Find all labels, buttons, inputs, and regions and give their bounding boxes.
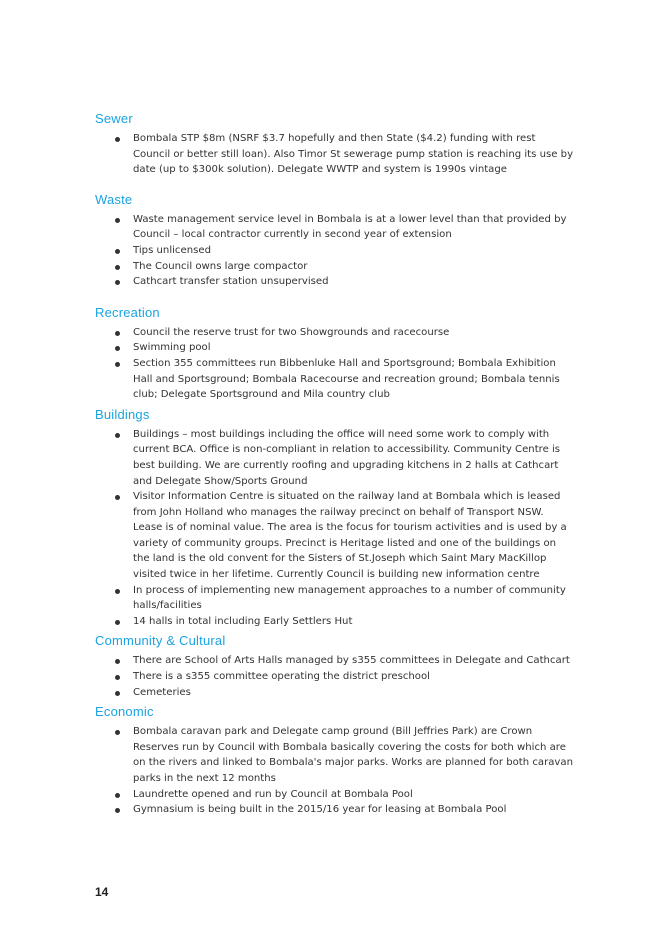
bullet-icon xyxy=(115,433,120,438)
page-number: 14 xyxy=(95,885,109,899)
section-heading: Sewer xyxy=(95,111,133,126)
list-item-text: 14 halls in total including Early Settlers Hut xyxy=(133,615,353,627)
list-item xyxy=(95,669,575,685)
section-recreation xyxy=(95,305,575,403)
section-waste xyxy=(95,192,575,290)
list-item xyxy=(95,614,575,630)
bullet-icon xyxy=(115,793,120,798)
bullet-list xyxy=(95,212,575,290)
list-item-text: Visitor Information Centre is situated on the railway land at Bombala which is leased from John Holland who manages the railway precinct on behalf of Transport NSW. Lease is of nominal value. The area is the focus for tourism activities and is used by a variety of community groups. Precinct is Heritage listed and one of the buildings on the land is the old convent for the Sisters of St.Joseph which Saint Mary MacKillop visited twice in her lifetime. Currently Council is building new information centre xyxy=(133,491,567,581)
section-heading: Waste xyxy=(95,191,133,207)
list-item xyxy=(95,685,575,701)
bullet-list xyxy=(95,325,575,403)
bullet-icon xyxy=(115,620,120,625)
list-item-text: Section 355 committees run Bibbenluke Hall and Sportsground; Bombala Exhibition Hall and Sportsground; Bombala Racecourse and recreation ground; Bombala tennis club; Delegate Sportsground and Mila country club xyxy=(133,357,560,401)
bullet-icon xyxy=(115,137,120,142)
bullet-icon xyxy=(115,808,120,813)
bullet-list xyxy=(95,131,575,178)
list-item-text: Laundrette opened and run by Council at Bombala Pool xyxy=(133,788,413,800)
section-heading: Community & Cultural xyxy=(95,633,226,649)
bullet-list xyxy=(95,724,575,818)
list-item xyxy=(95,724,575,786)
bullet-icon xyxy=(115,249,120,254)
bullet-icon xyxy=(115,218,120,223)
bullet-icon xyxy=(115,280,120,285)
section-economic xyxy=(95,704,575,818)
list-item-text: Cathcart transfer station unsupervised xyxy=(133,276,329,288)
bullet-icon xyxy=(115,331,120,336)
section-heading: Recreation xyxy=(95,304,160,320)
section-sewer xyxy=(95,111,575,178)
bullet-list xyxy=(95,653,575,700)
bullet-icon xyxy=(115,730,120,735)
list-item-text: Waste management service level in Bombala is at a lower level than that provided by Council – local contractor currently in second year of extension xyxy=(133,213,567,241)
list-item-text: Gymnasium is being built in the 2015/16 year for leasing at Bombala Pool xyxy=(133,804,507,816)
section-heading: Buildings xyxy=(95,406,150,422)
list-item xyxy=(95,653,575,669)
bullet-icon xyxy=(115,495,120,500)
list-item-text: The Council owns large compactor xyxy=(133,260,308,272)
bullet-icon xyxy=(115,659,120,664)
page-content xyxy=(95,111,575,818)
list-item xyxy=(95,489,575,583)
bullet-icon xyxy=(115,362,120,367)
list-item-text: There is a s355 committee operating the district preschool xyxy=(133,671,430,683)
list-item xyxy=(95,787,575,803)
list-item xyxy=(95,259,575,275)
list-item xyxy=(95,243,575,259)
list-item-text: Swimming pool xyxy=(133,342,211,354)
bullet-icon xyxy=(115,346,120,351)
list-item xyxy=(95,325,575,341)
section-community-cultural xyxy=(95,633,575,700)
list-item-text: Bombala caravan park and Delegate camp ground (Bill Jeffries Park) are Crown Reserves run by Council with Bombala basically covering the costs for both which are on the rivers and linked to Bombala's major parks. Works are planned for both caravan parks in the next 12 months xyxy=(133,726,573,784)
bullet-list xyxy=(95,427,575,630)
bullet-icon xyxy=(115,265,120,270)
list-item xyxy=(95,583,575,614)
list-item-text: Bombala STP $8m (NSRF $3.7 hopefully and then State ($4.2) funding with rest Council or better still loan). Also Timor St sewerage pump station is reaching its use by date (up to $300k solution). Delegate WWTP and system is 1990s vintage xyxy=(133,133,574,176)
list-item xyxy=(95,356,575,403)
list-item-text: In process of implementing new management approaches to a number of community halls/facilities xyxy=(133,584,566,612)
list-item xyxy=(95,212,575,243)
bullet-icon xyxy=(115,691,120,696)
section-buildings xyxy=(95,407,575,630)
bullet-icon xyxy=(115,589,120,594)
list-item xyxy=(95,274,575,290)
list-item-text: Council the reserve trust for two Showgrounds and racecourse xyxy=(133,326,450,338)
list-item-text: There are School of Arts Halls managed by s355 committees in Delegate and Cathcart xyxy=(133,655,570,667)
list-item xyxy=(95,131,575,178)
bullet-icon xyxy=(115,675,120,680)
section-heading: Economic xyxy=(95,704,154,720)
list-item-text: Buildings – most buildings including the office will need some work to comply with current BCA. Office is non-compliant in relation to accessibility. Community Centre is best building. We are currently roofing and upgrading kitchens in 2 halls at Cathcart and Delegate Show/Sports Ground xyxy=(133,428,561,487)
list-item xyxy=(95,340,575,356)
list-item-text: Cemeteries xyxy=(133,686,191,698)
list-item xyxy=(95,802,575,818)
list-item xyxy=(95,427,575,489)
list-item-text: Tips unlicensed xyxy=(133,244,211,256)
